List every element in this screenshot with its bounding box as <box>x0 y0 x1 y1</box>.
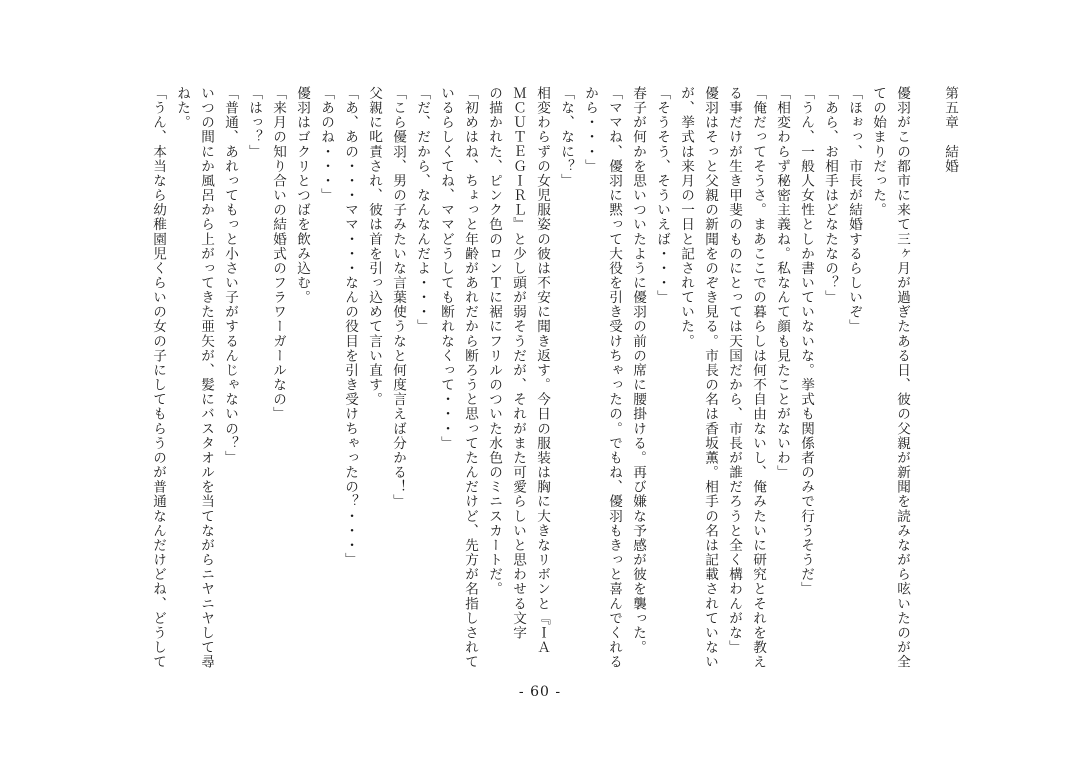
text-column: る事だけが生き甲斐のものにとっては天国だから、市長が誰だろうと全く構わんがな」 <box>726 86 742 655</box>
text-column: 「ほぉっ、市長が結婚するらしいぞ」 <box>846 86 862 334</box>
chapter-title: 第五章 結婚 <box>942 86 958 174</box>
text-column: 「な、なに？」 <box>558 86 574 189</box>
text-column: 「うん、本当なら幼稚園児くらいの女の子にしてもらうのが普通なんだけどね、どうして <box>150 86 166 670</box>
text-column: 優羽がこの都市に来て三ヶ月が過ぎたある日、彼の父親が新聞を読みながら呟いたのが全 <box>894 86 910 670</box>
page-number: - 60 - <box>518 684 562 700</box>
text-column: 「あのね・・・」 <box>318 86 334 203</box>
text-column: 「そうそう、そういえば・・・」 <box>654 86 670 305</box>
text-column: 相変わらずの女児服姿の彼は不安に聞き返す。今日の服装は胸に大きなリボンと『ＩＡ <box>534 86 550 655</box>
vertical-text-body <box>112 86 962 686</box>
text-column: いつの間にか風呂から上がってきた亜矢が、髪にバスタオルを当てながらニヤニヤして尋 <box>198 86 214 670</box>
text-column: ねた。 <box>174 86 190 130</box>
text-column: が、挙式は来月の一日と記されていた。 <box>678 86 694 349</box>
text-column: ての始まりだった。 <box>870 86 886 218</box>
text-column: 「あら、お相手はどなたなの？」 <box>822 86 838 305</box>
text-column: ＭＣＵＴＥＧＩＲＬ』と少し頭が弱そうだが、それがまた可愛らしいと思わせる文字 <box>510 86 526 641</box>
text-column: 父親に叱責され、彼は首を引っ込めて言い直す。 <box>366 86 382 407</box>
text-column: 「あ、あの・・・ママ・・・なんの役目を引き受けちゃったの？・・・」 <box>342 86 358 568</box>
text-column: から・・・」 <box>582 86 598 174</box>
text-column: 春子が何かを思いついたように優羽の前の席に腰掛ける。再び嫌な予感が彼を襲った。 <box>630 86 646 655</box>
text-column: 「相変わらず秘密主義ね。私なんて顔も見たことがないわ」 <box>774 86 790 480</box>
text-column: 「来月の知り合いの結婚式のフラワーガールなの」 <box>270 86 286 422</box>
text-column: 「うん、一般人女性としか書いていないな。挙式も関係者のみで行うそうだ」 <box>798 86 814 597</box>
text-column: の描かれた、ピンク色のロンＴに裾にフリルのついた水色のミニスカートだ。 <box>486 86 502 597</box>
text-column: 「こら優羽、男の子みたいな言葉使うなと何度言えば分かる！」 <box>390 86 406 509</box>
text-column: 「俺だってそうさ。まあここでの暮らしは何不自由ないし、俺みたいに研究とそれを教え <box>750 86 766 670</box>
text-column: 「だ、だから、なんなんだよ・・・」 <box>414 86 430 334</box>
text-column: 「はっ？」 <box>246 86 262 159</box>
text-column: 優羽はそっと父親の新聞をのぞき見る。市長の名は香坂薫。相手の名は記載されていない <box>702 86 718 670</box>
text-column: 「ママね、優羽に黙って大役を引き受けちゃったの。でもね、優羽もきっと喜んでくれる <box>606 86 622 670</box>
text-column: 「初めはね、ちょっと年齢があれだから断ろうと思ってたんだけど、先方が名指しされて <box>462 86 478 670</box>
blank-line <box>914 86 938 686</box>
text-column: 「普通、あれってもっと小さい子がするんじゃないの？」 <box>222 86 238 466</box>
text-column: 優羽はゴクリとつばを飲み込む。 <box>294 86 310 305</box>
text-column: いるらしくてね、ママどうしても断れなくって・・・」 <box>438 86 454 451</box>
